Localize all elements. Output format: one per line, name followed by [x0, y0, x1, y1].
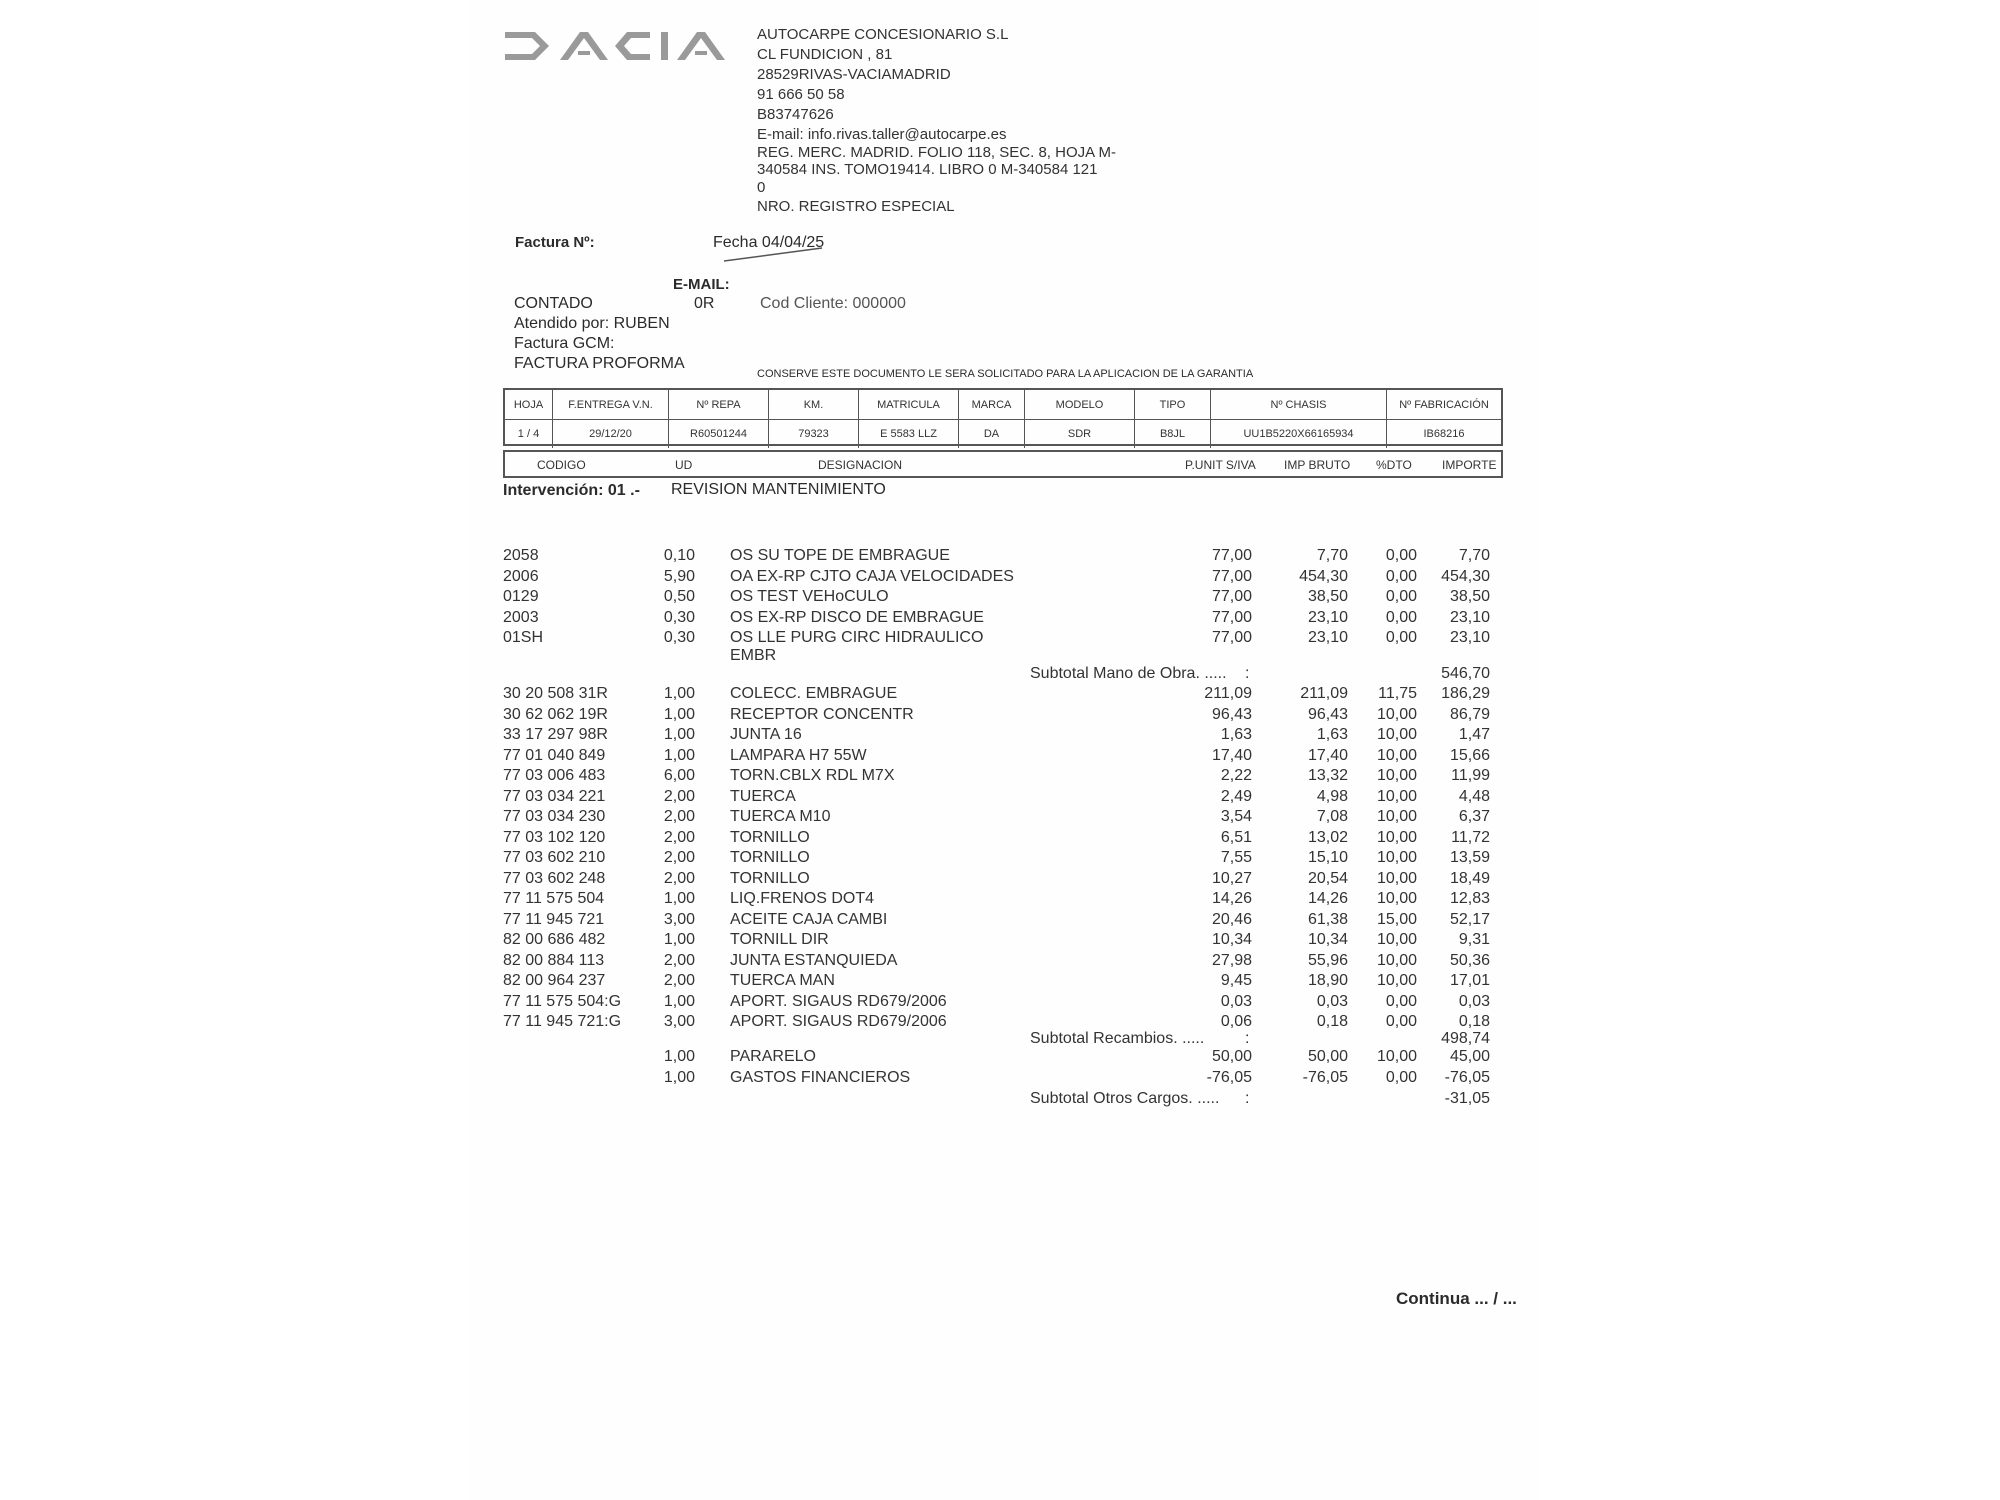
item-amount: 23,10: [1449, 608, 1490, 626]
item-quantity: 2,00: [663, 828, 695, 846]
item-amount: 15,66: [1449, 746, 1490, 764]
table-row: [0, 890, 2000, 910]
item-description-continued: EMBR: [730, 647, 777, 664]
item-quantity: 1,00: [663, 746, 695, 764]
header-chasis: Nº CHASIS: [1211, 390, 1387, 419]
item-unit-price: 77,00: [1211, 547, 1252, 564]
table-row: [0, 588, 2000, 608]
item-discount: 0,00: [1385, 1013, 1417, 1030]
table-row: [0, 1069, 2000, 1089]
item-amount: 0,18: [1458, 1013, 1490, 1030]
item-description: TORN.CBLX RDL M7X: [730, 767, 895, 784]
item-quantity: 0,30: [663, 608, 695, 626]
item-quantity: 6,00: [663, 767, 695, 784]
vehicle-value-row: [505, 419, 1501, 448]
item-discount: 0,00: [1385, 992, 1417, 1010]
item-gross-amount: 0,18: [1316, 1013, 1348, 1030]
col-dto: %DTO: [1376, 458, 1412, 472]
value-fabricacion: IB68216: [1423, 427, 1465, 440]
item-discount: 10,00: [1376, 972, 1417, 989]
item-code: 77 11 945 721:G: [503, 1013, 622, 1030]
item-unit-price: 211,09: [1204, 685, 1252, 702]
value-km: 79323: [769, 419, 859, 448]
value-marca: DA: [959, 419, 1025, 448]
item-amount: 454,30: [1441, 567, 1490, 585]
item-description: LAMPARA H7 55W: [730, 746, 867, 764]
dealer-line: B83747626: [757, 106, 834, 123]
item-gross-amount: 55,96: [1307, 951, 1348, 969]
item-discount: 10,00: [1376, 869, 1417, 887]
table-row: [0, 972, 2000, 992]
item-quantity: 2,00: [663, 787, 695, 805]
item-unit-price: 77,00: [1211, 629, 1252, 646]
item-code: 77 03 602 210: [503, 849, 606, 866]
item-quantity: 1,00: [663, 992, 695, 1010]
item-description: OS EX-RP DISCO DE EMBRAGUE: [730, 608, 984, 626]
item-amount: 17,01: [1449, 972, 1490, 989]
item-description: TUERCA: [730, 787, 796, 805]
table-row: [0, 726, 2000, 746]
item-amount: 6,37: [1458, 808, 1490, 825]
item-description: RECEPTOR CONCENTR: [730, 705, 914, 723]
item-discount: 10,00: [1376, 849, 1417, 866]
factura-gcm: Factura GCM:: [514, 335, 615, 352]
subtotal-value: 546,70: [1441, 665, 1490, 682]
email-label: E-MAIL:: [673, 276, 730, 293]
item-discount: 10,00: [1376, 1048, 1417, 1065]
item-unit-price: 0,06: [1220, 1013, 1252, 1030]
table-row: [0, 952, 2000, 972]
item-gross-amount: 38,50: [1307, 588, 1348, 605]
table-row: [0, 993, 2000, 1013]
item-discount: 10,00: [1376, 951, 1417, 969]
item-gross-amount: 50,00: [1307, 1048, 1348, 1065]
item-amount: 50,36: [1449, 951, 1490, 969]
header-marca: MARCA: [959, 390, 1025, 419]
vehicle-header-row: [505, 390, 1501, 420]
subtotal-value: -31,05: [1444, 1090, 1490, 1107]
item-code: 77 01 040 849: [503, 746, 606, 764]
item-code: 77 03 006 483: [503, 767, 606, 784]
item-amount: 18,49: [1449, 869, 1490, 887]
item-amount: 13,59: [1449, 849, 1490, 866]
item-unit-price: 2,22: [1220, 767, 1252, 784]
item-unit-price: 2,49: [1220, 787, 1252, 805]
item-gross-amount: 14,26: [1307, 890, 1348, 907]
item-amount: 45,00: [1449, 1048, 1490, 1065]
client-code: Cod Cliente: 000000: [760, 295, 906, 312]
item-gross-amount: 61,38: [1307, 910, 1348, 928]
item-discount: 0,00: [1385, 608, 1417, 626]
item-discount: 0,00: [1385, 567, 1417, 585]
item-gross-amount: 1,63: [1316, 726, 1348, 743]
item-code: 0129: [503, 588, 539, 605]
item-code: 77 03 602 248: [503, 869, 606, 887]
dealer-line: 91 666 50 58: [757, 86, 845, 103]
item-discount: 0,00: [1385, 629, 1417, 646]
item-code: 2006: [503, 567, 539, 585]
item-code: 77 03 034 221: [503, 787, 606, 805]
table-row: [0, 629, 2000, 664]
item-unit-price: 27,98: [1211, 951, 1252, 969]
table-row: [0, 609, 2000, 629]
dacia-logo: [505, 28, 745, 64]
item-description: ACEITE CAJA CAMBI: [730, 910, 888, 928]
header-modelo: MODELO: [1025, 390, 1135, 419]
item-quantity: 2,00: [663, 869, 695, 887]
item-amount: 86,79: [1449, 705, 1490, 723]
item-amount: 52,17: [1449, 910, 1490, 928]
item-discount: 15,00: [1376, 910, 1417, 928]
value-matricula: E 5583 LLZ: [859, 419, 959, 448]
col-importe: IMPORTE: [1442, 458, 1497, 472]
invoice-date: Fecha 04/04/25: [713, 234, 825, 251]
item-unit-price: 77,00: [1211, 608, 1252, 626]
table-row: [0, 706, 2000, 726]
dealer-line: 0: [757, 179, 766, 196]
item-quantity: 1,00: [663, 931, 695, 948]
header-matricula: MATRICULA: [859, 390, 959, 419]
item-gross-amount: 18,90: [1307, 972, 1348, 989]
dealer-info: [757, 25, 1116, 217]
item-description: TORNILLO: [730, 869, 810, 887]
payment-type: CONTADO: [514, 295, 593, 312]
item-description: JUNTA 16: [730, 726, 802, 743]
table-row: [0, 829, 2000, 849]
item-amount: 0,03: [1458, 992, 1490, 1010]
item-amount: 4,48: [1458, 787, 1490, 805]
intervencion-title: REVISION MANTENIMIENTO: [671, 481, 886, 498]
item-unit-price: 96,43: [1211, 705, 1252, 723]
item-discount: 11,75: [1378, 685, 1417, 702]
item-gross-amount: 23,10: [1307, 629, 1348, 646]
factura-proforma: FACTURA PROFORMA: [514, 355, 685, 372]
item-amount: 23,10: [1449, 629, 1490, 646]
dealer-line: 340584 INS. TOMO19414. LIBRO 0 M-340584 121: [757, 161, 1098, 178]
header-hoja: HOJA: [505, 390, 553, 419]
item-description: OS SU TOPE DE EMBRAGUE: [730, 547, 950, 564]
item-unit-price: 7,55: [1220, 849, 1252, 866]
item-discount: 10,00: [1376, 828, 1417, 846]
item-discount: 10,00: [1376, 767, 1417, 784]
item-quantity: 0,50: [663, 588, 695, 605]
item-unit-price: 20,46: [1211, 910, 1252, 928]
lines-column-header: [503, 450, 1503, 478]
item-unit-price: 10,27: [1211, 869, 1252, 887]
item-gross-amount: 20,54: [1307, 869, 1348, 887]
item-unit-price: 77,00: [1211, 567, 1252, 585]
item-code: 82 00 686 482: [503, 931, 606, 948]
header-fentrega: F.ENTREGA V.N.: [553, 390, 669, 419]
item-quantity: 2,00: [663, 808, 695, 825]
table-row: [0, 911, 2000, 931]
item-unit-price: 6,51: [1220, 828, 1252, 846]
header-nrepa: Nº REPA: [669, 390, 769, 419]
item-unit-price: 3,54: [1220, 808, 1252, 825]
subtotal-value: 498,74: [1441, 1030, 1490, 1047]
item-gross-amount: 17,40: [1307, 746, 1348, 764]
item-amount: -76,05: [1444, 1068, 1490, 1086]
item-gross-amount: 13,02: [1307, 828, 1348, 846]
item-quantity: 2,00: [663, 849, 695, 866]
date-underline-mark: [722, 244, 827, 266]
col-punit: P.UNIT S/IVA: [1185, 458, 1256, 472]
col-ud: UD: [675, 458, 693, 472]
item-code: 82 00 884 113: [503, 951, 605, 969]
item-amount: 38,50: [1449, 588, 1490, 605]
item-description: OS TEST VEHoCULO: [730, 588, 889, 605]
item-quantity: 2,00: [663, 951, 695, 969]
item-code: 30 20 508 31R: [503, 685, 608, 702]
item-description: TORNILLO: [730, 849, 810, 866]
or-code: 0R: [694, 295, 715, 312]
item-code: 2058: [503, 547, 539, 564]
item-quantity: 1,00: [663, 890, 695, 907]
table-row: [0, 685, 2000, 705]
item-quantity: 3,00: [663, 1013, 695, 1030]
value-tipo: B8JL: [1135, 419, 1211, 448]
dealer-line: CL FUNDICION , 81: [757, 46, 893, 63]
item-gross-amount: 211,09: [1300, 685, 1348, 702]
item-gross-amount: 4,98: [1316, 787, 1348, 805]
value-chasis: UU1B5220X66165934: [1211, 419, 1387, 448]
item-code: 77 11 945 721: [503, 910, 605, 928]
item-description: TUERCA MAN: [730, 972, 835, 989]
item-gross-amount: 7,70: [1316, 547, 1348, 564]
subtotal-colon: :: [1245, 1030, 1250, 1047]
table-row: [0, 547, 2000, 567]
item-gross-amount: 13,32: [1307, 767, 1348, 784]
item-code: 82 00 964 237: [503, 972, 606, 989]
item-quantity: 1,00: [663, 726, 695, 743]
subtotal-label: Subtotal Otros Cargos. .....: [1030, 1090, 1220, 1107]
item-quantity: 1,00: [663, 1048, 695, 1065]
subtotal-label: Subtotal Mano de Obra. .....: [1030, 665, 1227, 682]
header-km: KM.: [769, 390, 859, 419]
table-row: [0, 767, 2000, 787]
item-discount: 0,00: [1385, 588, 1417, 605]
item-code: 33 17 297 98R: [503, 726, 608, 743]
subtotal-colon: :: [1245, 1090, 1250, 1107]
table-row: [0, 747, 2000, 767]
item-gross-amount: 96,43: [1307, 705, 1348, 723]
item-discount: 10,00: [1376, 726, 1417, 743]
item-discount: 10,00: [1376, 705, 1417, 723]
dealer-line: NRO. REGISTRO ESPECIAL: [757, 198, 955, 215]
item-amount: 12,83: [1449, 890, 1490, 907]
item-description: OA EX-RP CJTO CAJA VELOCIDADES: [730, 567, 1014, 585]
item-unit-price: 0,03: [1220, 992, 1252, 1010]
item-discount: 10,00: [1376, 808, 1417, 825]
table-row: [0, 870, 2000, 890]
item-code: 2003: [503, 608, 539, 626]
intervencion-label: Intervención: 01 .-: [503, 482, 640, 499]
subtotal-label: Subtotal Recambios. .....: [1030, 1030, 1205, 1047]
item-discount: 10,00: [1376, 890, 1417, 907]
continua-label: Continua ... / ...: [1396, 1289, 1517, 1308]
item-discount: 10,00: [1376, 746, 1417, 764]
item-quantity: 0,30: [663, 629, 695, 646]
item-gross-amount: 10,34: [1307, 931, 1348, 948]
item-amount: 1,47: [1458, 726, 1490, 743]
item-unit-price: 14,26: [1211, 890, 1252, 907]
item-gross-amount: 7,08: [1316, 808, 1348, 825]
item-quantity: 1,00: [663, 1068, 695, 1086]
item-code: 30 62 062 19R: [503, 705, 608, 723]
item-description: LIQ.FRENOS DOT4: [730, 890, 875, 907]
item-unit-price: 1,63: [1220, 726, 1252, 743]
item-description: APORT. SIGAUS RD679/2006: [730, 992, 947, 1010]
value-fentrega: 29/12/20: [553, 419, 669, 448]
item-unit-price: -76,05: [1206, 1068, 1252, 1086]
table-row: [0, 931, 2000, 951]
warranty-notice: CONSERVE ESTE DOCUMENTO LE SERA SOLICITADO PARA LA APLICACION DE LA GARANTIA: [757, 368, 1254, 380]
item-amount: 7,70: [1458, 547, 1490, 564]
item-gross-amount: 454,30: [1299, 567, 1348, 585]
item-description: TUERCA M10: [730, 808, 831, 825]
item-quantity: 2,00: [663, 972, 695, 989]
item-description: OS LLE PURG CIRC HIDRAULICO: [730, 629, 984, 646]
item-quantity: 1,00: [663, 705, 695, 723]
table-row: [0, 1048, 2000, 1068]
item-discount: 10,00: [1376, 787, 1417, 805]
item-gross-amount: -76,05: [1302, 1068, 1348, 1086]
item-amount: 11,99: [1451, 767, 1490, 784]
col-codigo: CODIGO: [537, 458, 586, 472]
factura-label: Factura Nº:: [515, 234, 595, 251]
item-unit-price: 50,00: [1211, 1048, 1252, 1065]
value-hoja: 1 / 4: [505, 419, 553, 448]
item-code: 77 11 575 504: [503, 890, 605, 907]
col-imp-bruto: IMP BRUTO: [1284, 458, 1351, 472]
item-discount: 10,00: [1376, 931, 1417, 948]
item-code: 77 11 575 504:G: [503, 992, 622, 1010]
item-discount: 0,00: [1385, 547, 1417, 564]
item-description: GASTOS FINANCIEROS: [730, 1068, 911, 1086]
dealer-line: AUTOCARPE CONCESIONARIO S.L: [757, 26, 1009, 43]
dealer-line: 28529RIVAS-VACIAMADRID: [757, 66, 951, 83]
item-description: TORNILL DIR: [730, 931, 829, 948]
item-gross-amount: 0,03: [1316, 992, 1348, 1010]
item-gross-amount: 15,10: [1307, 849, 1348, 866]
item-unit-price: 77,00: [1211, 588, 1252, 605]
header-fabricacion: Nº FABRICACIÓN: [1399, 398, 1489, 411]
item-description: COLECC. EMBRAGUE: [730, 685, 898, 702]
item-code: 01SH: [503, 629, 544, 646]
item-discount: 0,00: [1385, 1068, 1417, 1086]
item-description: JUNTA ESTANQUIEDA: [730, 951, 898, 969]
attended-by: Atendido por: RUBEN: [514, 315, 670, 332]
item-unit-price: 10,34: [1211, 931, 1252, 948]
item-quantity: 0,10: [663, 547, 695, 564]
item-code: 77 03 034 230: [503, 808, 606, 825]
item-quantity: 1,00: [663, 685, 695, 702]
table-row: [0, 568, 2000, 588]
value-modelo: SDR: [1025, 419, 1135, 448]
value-nrepa: R60501244: [669, 419, 769, 448]
item-unit-price: 9,45: [1220, 972, 1252, 989]
header-tipo: TIPO: [1135, 390, 1211, 419]
table-row: [0, 849, 2000, 869]
item-description: PARARELO: [730, 1048, 816, 1065]
item-description: APORT. SIGAUS RD679/2006: [730, 1013, 947, 1030]
item-amount: 186,29: [1441, 685, 1490, 702]
item-code: 77 03 102 120: [503, 828, 606, 846]
table-row: [0, 788, 2000, 808]
col-designacion: DESIGNACION: [818, 458, 903, 472]
vehicle-info-table: [503, 388, 1503, 446]
item-gross-amount: 23,10: [1307, 608, 1348, 626]
dealer-line: REG. MERC. MADRID. FOLIO 118, SEC. 8, HOJA M-: [757, 144, 1116, 161]
item-unit-price: 17,40: [1211, 746, 1252, 764]
dealer-line: E-mail: info.rivas.taller@autocarpe.es: [757, 126, 1007, 143]
item-amount: 9,31: [1458, 931, 1490, 948]
table-row: [0, 1013, 2000, 1033]
subtotal-colon: :: [1245, 665, 1250, 682]
table-row: [0, 808, 2000, 828]
item-quantity: 3,00: [663, 910, 695, 928]
item-quantity: 5,90: [663, 567, 695, 585]
item-amount: 11,72: [1451, 828, 1490, 846]
item-description: TORNILLO: [730, 828, 810, 846]
